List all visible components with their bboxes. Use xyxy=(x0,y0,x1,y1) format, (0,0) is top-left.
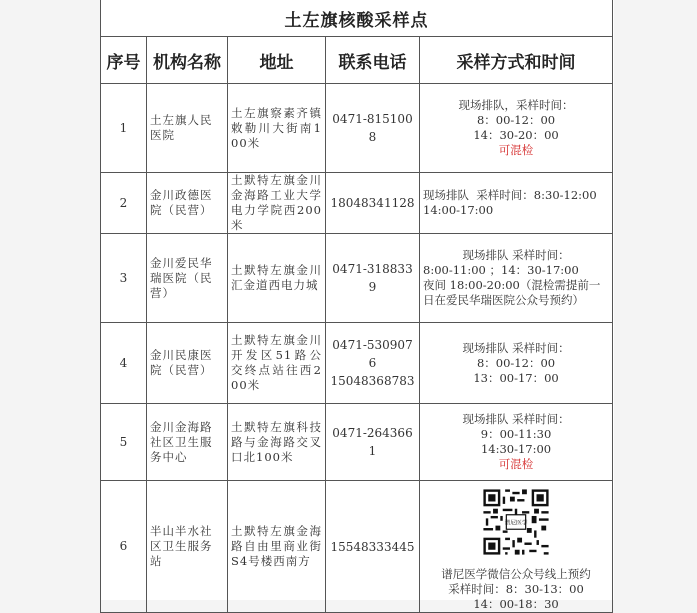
address: 土默特左旗科技路与金海路交叉口北100米 xyxy=(228,404,326,481)
sampling-sites-table xyxy=(100,0,634,613)
phone xyxy=(326,84,420,173)
table-row xyxy=(101,84,613,173)
table-title: 土左旗核酸采样点 xyxy=(101,0,613,37)
address: 土左旗察素齐镇敕勒川大街南100米 xyxy=(228,84,326,173)
institution-name: 土左旗人民医院 xyxy=(147,84,228,173)
schedule xyxy=(420,234,613,323)
table-row xyxy=(101,234,613,323)
phone-number: 15048368783 xyxy=(330,374,415,388)
schedule-line: 13：00-17：00 xyxy=(473,370,559,385)
institution-name: 金川政德医院（民营） xyxy=(147,173,228,234)
schedule-line: 9：00-11:30 xyxy=(480,427,552,441)
address: 土默特左旗金川金海路工业大学电力学院西200米 xyxy=(228,173,326,234)
qr-code-image[interactable] xyxy=(481,487,551,557)
schedule-line: 现场排队 采样时间：8:30-12:00 14:00-17:00 xyxy=(423,188,634,217)
schedule-line: 现场排队 采样时间： xyxy=(462,340,570,355)
institution-name: 金川爱民华瑞医院（民营） xyxy=(147,234,228,323)
address: 土默特左旗金川开发区51路公交终点站往西200米 xyxy=(228,323,326,404)
row-number: 3 xyxy=(101,234,147,323)
institution-name: 金川金海路社区卫生服务中心 xyxy=(147,404,228,481)
phone xyxy=(326,234,420,323)
schedule-line: 夜间 18:00-20:00（混检需提前一日在爱民华瑞医院公众号预约） xyxy=(423,278,601,307)
row-number: 6 xyxy=(101,481,147,613)
table-row xyxy=(101,173,613,234)
schedule xyxy=(420,84,613,173)
schedule-line: 8：00-12：00 xyxy=(476,355,556,370)
header-schedule: 采样方式和时间 xyxy=(420,37,613,84)
phone-number: 18048341128 xyxy=(330,196,415,210)
institution-name: 半山半水社区卫生服务站 xyxy=(147,481,228,613)
row-number: 2 xyxy=(101,173,147,234)
schedule xyxy=(420,173,634,234)
phone xyxy=(326,404,420,481)
schedule xyxy=(420,404,613,481)
schedule-line: 现场排队 采样时间： xyxy=(462,412,570,426)
phone xyxy=(326,323,420,404)
table-row xyxy=(101,481,613,613)
phone xyxy=(326,173,420,234)
schedule-line: 14：30-20：00 xyxy=(473,128,559,142)
institution-name: 金川民康医院（民营） xyxy=(147,323,228,404)
phone-number: 15548333445 xyxy=(330,539,415,554)
phone xyxy=(326,481,420,613)
row-number: 4 xyxy=(101,323,147,404)
header-phone: 联系电话 xyxy=(326,37,420,84)
mixed-test-note: 可混检 xyxy=(498,143,534,157)
schedule-line: 14:30-17:00 xyxy=(480,442,552,456)
qr-code-container xyxy=(423,487,609,557)
schedule-line: 14：00-18：30 xyxy=(473,597,559,611)
schedule-line: 8:00-11:00 ；14：30-17:00 xyxy=(423,263,579,277)
schedule-line: 现场排队 采样时间： xyxy=(462,248,570,262)
schedule xyxy=(420,481,613,613)
table-row xyxy=(101,404,613,481)
row-number: 1 xyxy=(101,84,147,173)
phone-number: 0471-5309076 xyxy=(332,338,413,370)
schedule-line: 8：00-12：00 xyxy=(476,113,556,127)
row-number: 5 xyxy=(101,404,147,481)
schedule-line: 谱尼医学微信公众号线上预约 xyxy=(441,567,591,581)
qr-logo-label: 谱尼医学 xyxy=(504,520,528,527)
schedule xyxy=(420,323,613,404)
mixed-test-note: 可混检 xyxy=(498,457,534,471)
table-row xyxy=(101,323,613,404)
schedule-line: 采样时间：8：30-13：00 xyxy=(448,582,584,596)
header-seq: 序号 xyxy=(101,37,147,84)
schedule-line: 现场排队，采样时间： xyxy=(458,98,574,112)
header-name: 机构名称 xyxy=(147,37,228,84)
address: 土默特左旗金海路自由里商业街S4号楼西南方 xyxy=(228,481,326,613)
header-address: 地址 xyxy=(228,37,326,84)
phone-number: 0471-2643661 xyxy=(332,426,413,458)
address: 土默特左旗金川汇金道西电力城 xyxy=(228,234,326,323)
phone-number: 0471-8151008 xyxy=(332,112,413,144)
phone-number: 0471-3188339 xyxy=(332,262,413,294)
